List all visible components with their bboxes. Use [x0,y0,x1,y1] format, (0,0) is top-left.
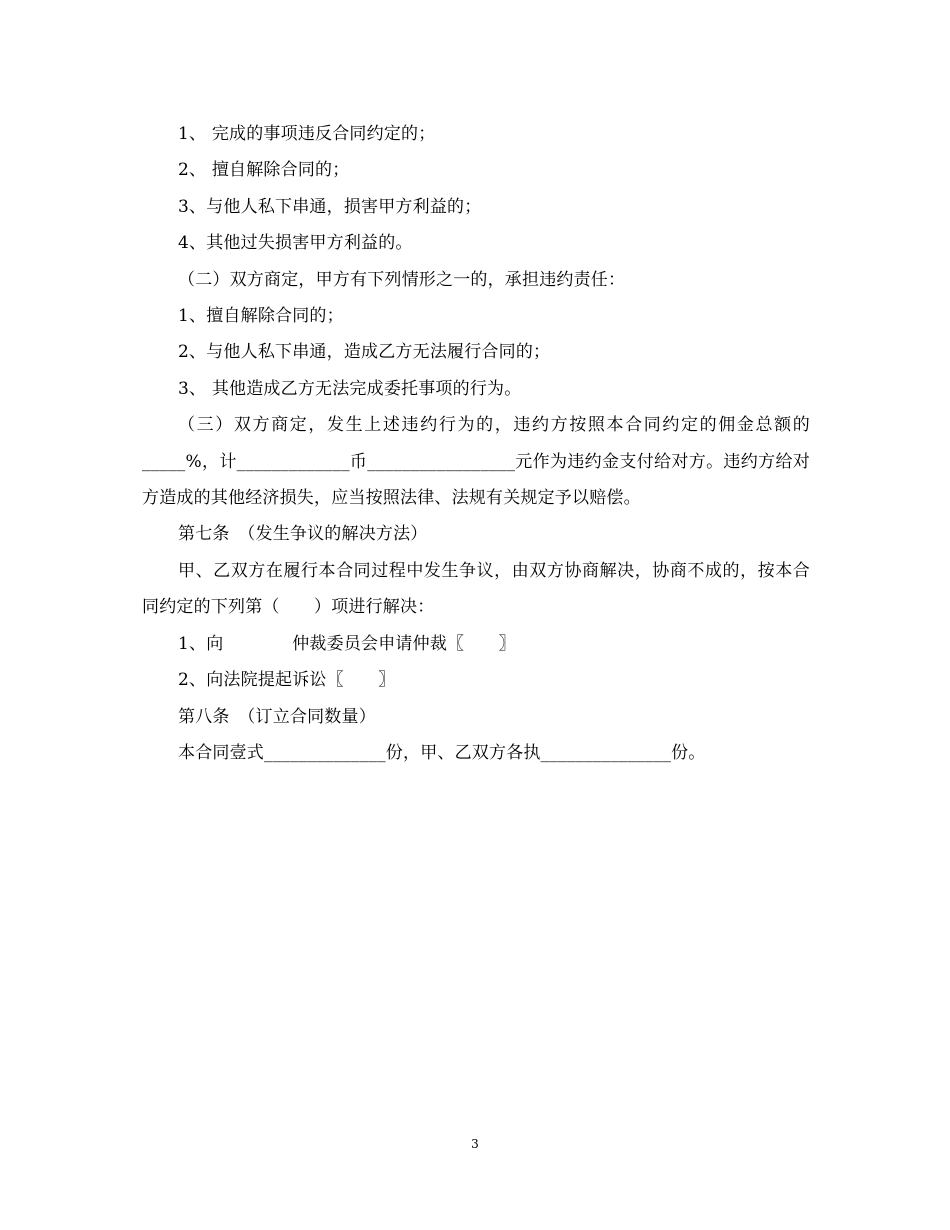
clause-item-2-unilateral-termination: 2、 擅自解除合同的； [178,160,350,181]
article-7-dispute-resolution: 甲、乙双方在履行本合同过程中发生争议，由双方协商解决，协商不成的，按本合同约定的下列第（ ）项进行解决： [142,560,810,618]
clause-item-4-other-negligence: 4、其他过失损害甲方利益的。 [178,233,413,254]
clause-item-1-termination: 1、擅自解除合同的； [178,306,344,327]
clause-section-3-penalty: （三）双方商定，发生上述违约行为的，违约方按照本合同约定的佣金总额的_____%，计_____________币_________________元作为违约金支付给对方。违约方给对方造成的其他经济损失，应当按照法律、法规有关规定予以赔偿。 [142,415,810,509]
clause-section-2-party-a-liability: （二）双方商定，甲方有下列情形之一的，承担违约责任： [178,269,626,290]
page-number: 3 [471,1137,479,1151]
dispute-option-litigation: 2、向法院提起诉讼〖 〗 [178,670,396,691]
dispute-option-arbitration: 1、向 仲裁委员会申请仲裁〖 〗 [178,633,516,654]
article-8-heading: 第八条 （订立合同数量） [178,706,376,727]
clause-item-2-collusion: 2、与他人私下串通，造成乙方无法履行合同的； [178,342,551,363]
article-8-copies: 本合同壹式______________份，甲、乙双方各执_______________份。 [178,742,706,763]
article-7-heading: 第七条 （发生争议的解决方法） [178,524,428,545]
clause-item-1-breach-of-agreement: 1、 完成的事项违反合同约定的； [178,124,436,144]
clause-item-3-other-conduct: 3、 其他造成乙方无法完成委托事项的行为。 [178,378,522,399]
document-body [142,116,810,771]
clause-item-3-collusion: 3、与他人私下串通，损害甲方利益的； [178,196,482,217]
